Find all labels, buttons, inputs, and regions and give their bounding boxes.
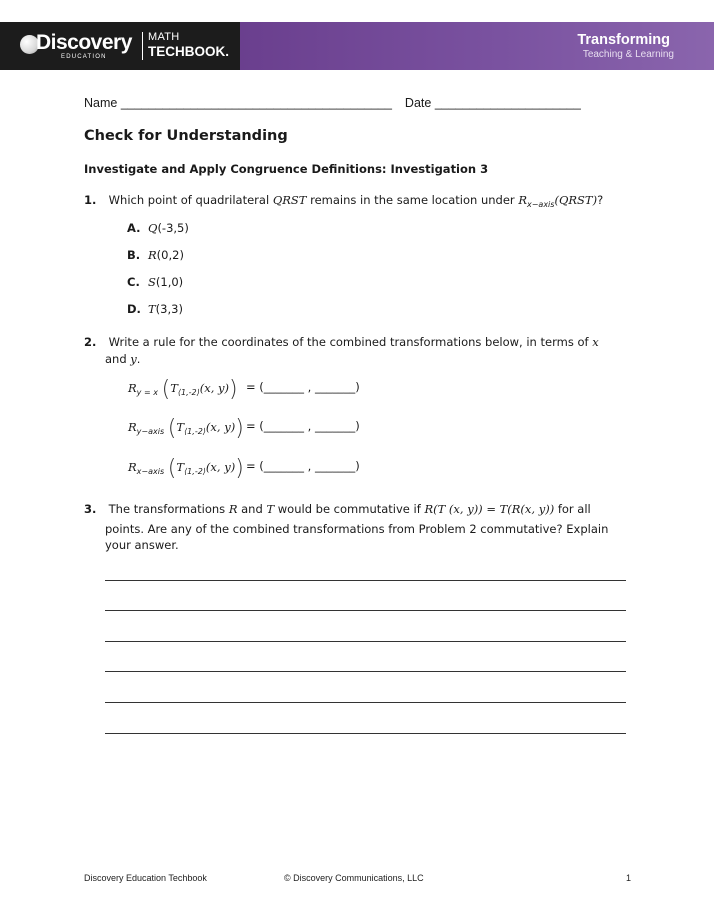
question-3-line3: your answer. <box>105 538 179 552</box>
product-line2: TECHBOOK. <box>148 44 229 59</box>
answer-line[interactable] <box>105 702 626 703</box>
name-date-row <box>84 96 581 110</box>
page-number: 1 <box>626 873 632 883</box>
header-banner <box>0 22 714 70</box>
left-paren: ( <box>167 456 177 481</box>
date-blank: _____________________ <box>434 96 581 110</box>
right-paren: ) <box>229 377 238 402</box>
page-subtitle: Investigate and Apply Congruence Definitions: Investigation 3 <box>84 162 489 176</box>
question-2 <box>84 334 599 351</box>
right-paren: ) <box>235 456 244 481</box>
brand-logo <box>0 22 240 70</box>
rule-answer-blank[interactable]: = (_______ , _______) <box>246 419 360 433</box>
left-paren: ( <box>161 377 171 402</box>
answer-line[interactable] <box>105 641 626 642</box>
option-c: C. S(1,0) <box>127 275 184 289</box>
answer-line[interactable] <box>105 733 626 734</box>
question-2-line2: and y. <box>105 352 141 366</box>
question-1 <box>84 192 603 213</box>
tagline-area <box>240 22 714 70</box>
rule-row-3: $R_{x-axis}$ ($T_{⟨1,-2⟩}(x$, y)) = (_______ , _______) <box>128 456 360 481</box>
answer-line[interactable] <box>105 671 626 672</box>
product-line1: MATH <box>148 31 180 43</box>
option-d: D. T(3,3) <box>127 302 183 316</box>
question-number: 1. <box>84 193 97 207</box>
name-label: Name <box>84 96 118 110</box>
brand-divider <box>142 32 143 60</box>
brand-subtitle: EDUCATION <box>61 54 107 60</box>
rule-row-2: $R_{y-axis}$ ($T_{⟨1,-2⟩}(x$, y)) = (_______ , _______) <box>128 416 360 441</box>
answer-line[interactable] <box>105 580 626 581</box>
left-paren: ( <box>167 416 177 441</box>
question-3-line2: points. Are any of the combined transformations from Problem 2 commutative? Explain <box>105 522 609 536</box>
tagline-line1: Transforming <box>577 32 670 48</box>
name-blank: _______________________________________ <box>120 96 392 110</box>
rule-row-1: $R_{y = x}$ ($T_{⟨1,-2⟩}(x$, y)) = (_______ , _______) <box>128 377 360 402</box>
question-number: 2. <box>84 335 97 349</box>
rule-answer-blank[interactable]: = (_______ , _______) <box>246 380 360 394</box>
option-b: B. R(0,2) <box>127 248 184 262</box>
question-number: 3. <box>84 502 97 516</box>
tagline-line2: Teaching & Learning <box>582 49 674 60</box>
question-3 <box>84 501 591 518</box>
rule-answer-blank[interactable]: = (_______ , _______) <box>246 459 360 473</box>
option-a: A. Q(-3,5) <box>127 221 189 235</box>
question-text-line1: The transformations R and T would be commutative if R(T (x, y)) = T(R(x, y)) for all <box>108 502 591 516</box>
question-text: Which point of quadrilateral QRST remains in the same location under $R_{x-axis}(QRST)$? <box>108 193 604 209</box>
footer-left: Discovery Education Techbook <box>84 873 207 883</box>
footer-copyright: © Discovery Communications, LLC <box>284 873 424 883</box>
answer-line[interactable] <box>105 610 626 611</box>
brand-name: Discovery <box>36 31 132 54</box>
question-text-line1: Write a rule for the coordinates of the combined transformations below, in terms of x <box>108 335 599 349</box>
date-label: Date <box>404 96 432 110</box>
page-title: Check for Understanding <box>84 128 288 144</box>
right-paren: ) <box>235 416 244 441</box>
